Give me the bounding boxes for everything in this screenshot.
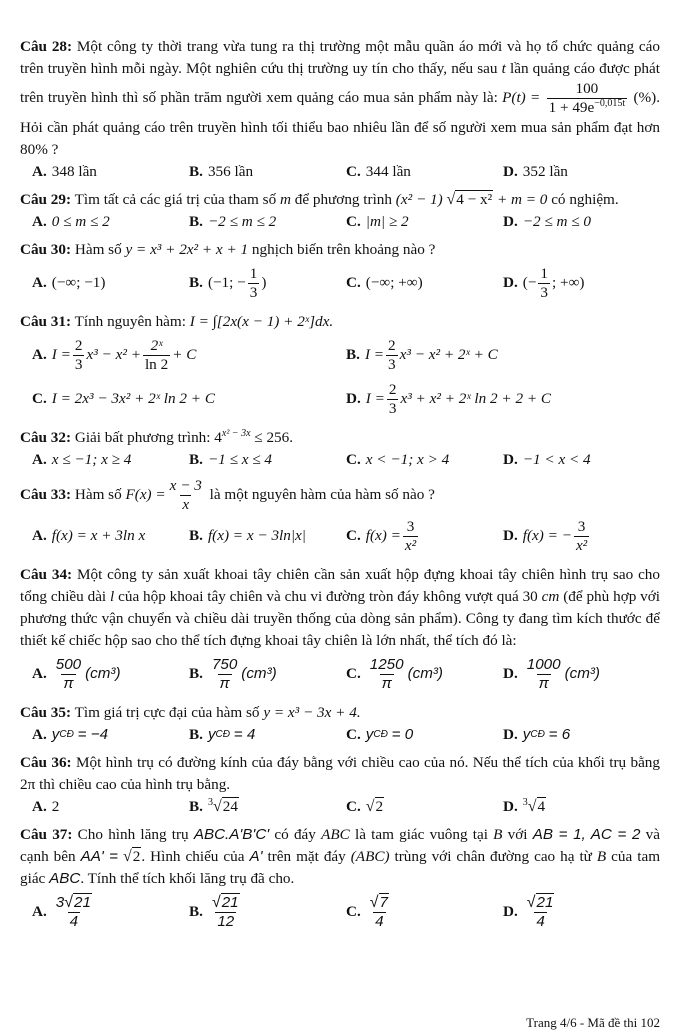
option-a[interactable]: A. I = $\frac{2}{3}$ x³ − x² + $\frac{\text{2ˣ}}{\ln 2}$ + C <box>32 336 197 373</box>
question-36-stem: Câu 36: Một hình trụ có đường kính của đáy bằng với chiều cao của nó. Nếu thể tích của khối trụ bằng 2π thì chiều cao của hình trụ bằng. <box>20 754 660 793</box>
question-33-label: Câu 33: <box>20 485 72 503</box>
question-34 <box>20 564 660 696</box>
question-29-options <box>20 211 660 233</box>
question-28-options <box>20 161 660 183</box>
option-c[interactable]: C. (−∞; +∞) <box>346 274 423 291</box>
question-29 <box>20 189 660 233</box>
question-37-stem: Câu 37: Cho hình lăng trụ ABC.A'B'C' có đáy ABC là tam giác vuông tại B với AB = 1, AC = 2 và cạnh bên AA' = √2. Hình chiếu của A' trên mặt đáy (ABC) trùng với chân đường cao hạ từ B của tam giác ABC. Tính thể tích khối lăng trụ đã cho. <box>20 826 661 887</box>
page-footer: Trang 4/6 - Mã đề thi 102 <box>526 1015 660 1030</box>
question-32-label: Câu 32: <box>20 429 72 446</box>
option-c[interactable]: C. √7 4 <box>346 893 388 930</box>
option-b[interactable]: B. −1 ≤ x ≤ 4 <box>189 451 272 468</box>
question-33-stem: Câu 33: Hàm số F(x) = $\frac{x - 3}{x}$ là một nguyên hàm của hàm số nào ? <box>20 477 435 513</box>
option-a[interactable]: A. (−∞; −1) <box>32 274 106 291</box>
option-c[interactable]: C. 1250 π (cm³) <box>346 655 443 692</box>
question-36 <box>20 752 660 818</box>
option-c[interactable]: C. y CĐ = 0 <box>346 726 414 743</box>
option-b[interactable]: B. −2 ≤ m ≤ 2 <box>189 213 277 230</box>
option-b[interactable]: B. y CĐ = 4 <box>189 726 256 743</box>
integral-expression: I = ∫[2x(x − 1) + 2ˣ]dx. <box>189 313 334 330</box>
option-b[interactable]: B. $^3$√24 <box>189 796 238 815</box>
option-d[interactable]: D. $^3$√4 <box>503 796 546 815</box>
option-a[interactable]: A. 3√21 4 <box>32 893 91 930</box>
question-32-options <box>20 449 660 471</box>
question-30-options <box>20 261 660 305</box>
question-37 <box>20 824 660 934</box>
option-a[interactable]: A. 2 <box>32 798 60 815</box>
question-33 <box>20 477 660 558</box>
question-34-label: Câu 34: <box>20 566 73 583</box>
question-29-stem: Câu 29: Tìm tất cả các giá trị của tham số m để phương trình (x² − 1) √4 − x² + m = 0 có nghiệm. <box>20 191 619 208</box>
question-31-label: Câu 31: <box>20 313 72 330</box>
option-d[interactable]: D. (− $\frac{1}{3}$ ; +∞) <box>503 264 585 301</box>
question-34-stem: Câu 34: Một công ty sản xuất khoai tây chiên cần sản xuất hộp đựng khoai tây chiên hình trụ sao cho tổng chiều dài l của hộp khoai tây chiên và chu vi đường tròn đáy không vượt quá 30 cm (để phù hợp với phương thức vận chuyển và chiều dài truyền thống của dòng sản phẩm). Công ty đang tìm kích thước để thiết kế chiếc hộp sao cho thể tích đựng khoai tây chiên là lớn nhất, thể tích đó là: <box>20 566 661 649</box>
option-b[interactable]: B. I = $\frac{2}{3}$ x³ − x² + 2ˣ + C <box>346 336 498 373</box>
option-d[interactable]: D. −1 < x < 4 <box>503 451 591 468</box>
question-31 <box>20 311 660 421</box>
option-a[interactable]: A. 500 π (cm³) <box>32 655 121 692</box>
option-d[interactable]: D. 1000 π (cm³) <box>503 655 600 692</box>
question-35-label: Câu 35: <box>20 704 72 721</box>
option-c[interactable]: C. √2 <box>346 798 384 815</box>
option-b[interactable]: B. (−1; − $\frac{1}{3}$ ) <box>189 264 267 301</box>
option-c[interactable]: C. 344 lần <box>346 163 411 180</box>
question-31-options <box>20 333 660 421</box>
question-37-options <box>20 890 660 934</box>
option-c[interactable]: C. |m| ≥ 2 <box>346 213 409 230</box>
question-28 <box>20 36 660 183</box>
option-a[interactable]: A. 348 lần <box>32 163 97 180</box>
option-d[interactable]: D. 352 lần <box>503 163 568 180</box>
inequality: $4^{x^2 - 3x} \le 256$. <box>214 427 294 446</box>
question-30-stem: Câu 30: Hàm số y = x³ + 2x² + x + 1 nghịch biến trên khoảng nào ? <box>20 241 436 258</box>
option-a[interactable]: A. f(x) = x + 3ln x <box>32 527 146 544</box>
equation: (x² − 1) √4 − x² + m = 0 <box>395 191 548 208</box>
primitive-function: F(x) = $\frac{x - 3}{x}$ <box>125 477 202 513</box>
question-35-options <box>20 724 660 746</box>
question-33-options <box>20 514 660 558</box>
option-d[interactable]: D. −2 ≤ m ≤ 0 <box>503 213 592 230</box>
option-d[interactable]: D. y CĐ = 6 <box>503 726 571 743</box>
option-a[interactable]: A. y CĐ = −4 <box>32 726 109 743</box>
option-a[interactable]: A. 0 ≤ m ≤ 2 <box>32 213 110 230</box>
question-34-options <box>20 652 660 696</box>
option-b[interactable]: B. √21 12 <box>189 893 239 930</box>
question-31-stem: Câu 31: Tính nguyên hàm: I = ∫[2x(x − 1) + 2ˣ]dx. <box>20 313 334 330</box>
option-b[interactable]: B. f(x) = x − 3ln|x| <box>189 527 306 544</box>
question-32 <box>20 427 660 471</box>
question-37-label: Câu 37: <box>20 826 73 843</box>
question-35-stem: Câu 35: Tìm giá trị cực đại của hàm số y = x³ − 3x + 4. <box>20 704 361 721</box>
option-c[interactable]: C. I = 2x³ − 3x² + 2ˣ ln 2 + C <box>32 390 215 407</box>
option-d[interactable]: D. I = $\frac{2}{3}$ x³ + x² + 2ˣ ln 2 + 2 + C <box>346 380 552 417</box>
question-28-label: Câu 28: <box>20 38 73 55</box>
option-c[interactable]: C. x < −1; x > 4 <box>346 451 450 468</box>
question-28-stem: Câu 28: Một công ty thời trang vừa tung ra thị trường một mẫu quần áo mới và họ tổ chức quảng cáo trên truyền hình mỗi ngày. Một nghiên cứu thị trường uy tín cho thấy, nếu sau t lần quảng cáo được phát trên truyền hình thì số phần trăm người xem quảng cáo mua sản phẩm này là: P(t) = $\frac{100}{1 + 49e^{-0,015t}}$ (%). Hỏi cần phát quảng cáo trên truyền hình tối thiểu bao nhiêu lần để số người xem mua sản phẩm đạt hơn 80% ? <box>20 38 661 158</box>
question-35 <box>20 702 660 746</box>
question-32-stem: Câu 32: Giải bất phương trình: $4^{x^2 - 3x} \le 256$. <box>20 427 294 446</box>
question-30-label: Câu 30: <box>20 241 72 258</box>
question-30 <box>20 239 660 305</box>
option-b[interactable]: B. 750 π (cm³) <box>189 655 277 692</box>
option-a[interactable]: A. x ≤ −1; x ≥ 4 <box>32 451 132 468</box>
question-36-options <box>20 796 660 818</box>
question-36-label: Câu 36: <box>20 754 72 771</box>
option-b[interactable]: B. 356 lần <box>189 163 254 180</box>
question-29-label: Câu 29: <box>20 191 72 208</box>
option-d[interactable]: D. √21 4 <box>503 893 554 930</box>
option-c[interactable]: C. f(x) = $\frac{3}{\text{x²}}$ <box>346 517 417 554</box>
option-d[interactable]: D. f(x) = − $\frac{3}{\text{x²}}$ <box>503 517 588 554</box>
probability-formula: P(t) = $\frac{100}{1 + 49e^{-0,015t}}$ (%). <box>502 80 661 116</box>
